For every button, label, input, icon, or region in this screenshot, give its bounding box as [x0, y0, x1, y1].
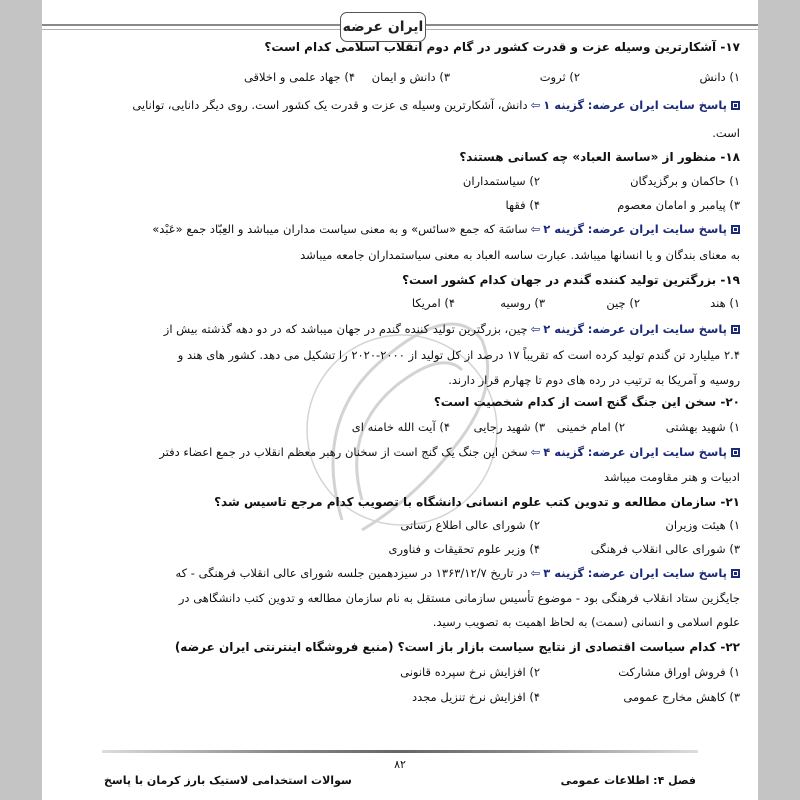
checkbox-icon: [731, 569, 740, 578]
option: ۳) پیامبر و امامان معصوم: [617, 198, 740, 212]
checkbox-icon: [731, 325, 740, 334]
option: ۳) شهید رجایی: [473, 420, 545, 434]
arrow-left-icon: ⇦: [530, 322, 541, 336]
option: ۳) کاهش مخارج عمومی: [623, 690, 740, 704]
answer-21: [60, 564, 740, 582]
option: ۴) فقها: [505, 198, 540, 212]
answer-text: سخن این جنگ یک گنج است از سخنان رهبر معظم انقلاب در جمع اعضاء دفتر: [159, 445, 528, 459]
answer-text: دانش، آشکارترین وسیله ی عزت و قدرت یک کشور است. روی دیگر دانایی، توانایی: [132, 98, 528, 112]
answer-18: [60, 220, 740, 238]
option: ۴) وزیر علوم تحقیقات و فناوری: [388, 542, 540, 556]
answer-label: پاسخ سایت ایران عرضه:: [587, 322, 727, 336]
answer-19-cont2: روسیه و آمریکا به ترتیب در رده های دوم تا چهارم قرار دارند.: [448, 373, 740, 387]
question-17-title: ۱۷- آشکارترین وسیله عزت و قدرت کشور در گام دوم انقلاب اسلامی کدام است؟: [264, 40, 740, 54]
option: ۲) افزایش نرخ سپرده قانونی: [400, 665, 540, 679]
answer-label: پاسخ سایت ایران عرضه:: [587, 222, 727, 236]
option: ۲) چین: [606, 296, 640, 310]
answer-choice: گزینه ۴: [543, 445, 585, 459]
answer-text: ساسَة که جمع «سائس» و به معنی سیاست مداران میباشد و العِبّاد جمع «عَبْد»: [152, 222, 528, 236]
answer-18-cont: به معنای بندگان و یا انسانها میباشد. عبارت ساسه العباد به معنی سیاستمداران جامعه میباشد: [300, 248, 740, 262]
answer-17: [60, 96, 740, 114]
arrow-left-icon: ⇦: [530, 222, 541, 236]
answer-label: پاسخ سایت ایران عرضه:: [587, 98, 727, 112]
answer-choice: گزینه ۲: [543, 322, 585, 336]
answer-17-cont: است.: [712, 126, 740, 140]
checkbox-icon: [731, 448, 740, 457]
footer-chapter: فصل ۴: اطلاعات عمومی: [560, 774, 696, 787]
checkbox-icon: [731, 101, 740, 110]
logo-text: ایران عرضه: [342, 19, 424, 35]
option: ۴) افزایش نرخ تنزیل مجدد: [411, 690, 540, 704]
arrow-left-icon: ⇦: [530, 98, 541, 112]
answer-choice: گزینه ۱: [543, 98, 585, 112]
option: ۱) هند: [710, 296, 740, 310]
answer-20-cont: ادبیات و هنر مقاومت میباشد: [603, 470, 740, 484]
page-number: ۸۲: [394, 758, 406, 771]
answer-label: پاسخ سایت ایران عرضه:: [587, 445, 727, 459]
option: ۳) شورای عالی انقلاب فرهنگی: [590, 542, 740, 556]
option: ۲) ثروت: [539, 70, 580, 84]
answer-19-cont1: ۲.۴ میلیارد تن گندم تولید کرده است که تقریباً ۱۷ درصد از کل تولید از ۲۰۰۰-۲۰۲۰ را تشکیل می دهد. کشور های هند و: [177, 348, 740, 362]
arrow-left-icon: ⇦: [530, 445, 541, 459]
answer-21-cont1: جایگزین ستاد انقلاب فرهنگی بود - موضوع تأسیس سازمانی مستقل به نام سازمان مطالعه و تدوین کتب دانشگاهی در: [178, 591, 740, 605]
option: ۲) سیاستمداران: [462, 174, 540, 188]
footer-book-title: سوالات استخدامی لاستیک بارز کرمان با پاسخ: [104, 774, 352, 787]
option: ۴) امریکا: [411, 296, 455, 310]
option: ۱) حاکمان و برگزیدگان: [630, 174, 740, 188]
question-19-title: ۱۹- بزرگترین تولید کننده گندم در جهان کدام کشور است؟: [402, 273, 740, 287]
answer-text: چین، بزرگترین تولید کننده گندم در جهان میباشد که در دو دهه گذشته بیش از: [163, 322, 528, 336]
option: ۱) فروش اوراق مشارکت: [618, 665, 740, 679]
answer-20: [60, 443, 740, 461]
option: ۱) هیئت وزیران: [665, 518, 740, 532]
question-22-title: ۲۲- کدام سیاست اقتصادی از نتایج سیاست بازار باز است؟ (منبع فروشگاه اینترنتی ایران عرضه): [174, 640, 740, 654]
option: ۴) آیت الله خامنه ای: [351, 420, 450, 434]
option: ۱) شهید بهشتی: [665, 420, 740, 434]
option: ۴) جهاد علمی و اخلاقی: [243, 70, 355, 84]
answer-21-cont2: علوم اسلامی و انسانی (سمت) به لحاظ اهمیت به تصویب رسید.: [432, 615, 740, 629]
answer-choice: گزینه ۳: [543, 566, 585, 580]
option: ۳) دانش و ایمان: [371, 70, 450, 84]
option: ۲) امام خمینی: [556, 420, 625, 434]
question-21-title: ۲۱- سازمان مطالعه و تدوین کتب علوم انسانی دانشگاه با تصویب کدام مرجع تاسیس شد؟: [214, 495, 740, 509]
footer-rule: [102, 750, 698, 753]
checkbox-icon: [731, 225, 740, 234]
question-20-title: ۲۰- سخن این جنگ گنج است از کدام شخصیت است؟: [433, 395, 740, 409]
answer-text: در تاریخ ۱۳۶۳/۱۲/۷ در سیزدهمین جلسه شورای عالی انقلاب فرهنگی - که: [175, 566, 528, 580]
answer-choice: گزینه ۲: [543, 222, 585, 236]
answer-19: [60, 320, 740, 338]
document-page: [42, 0, 758, 800]
arrow-left-icon: ⇦: [530, 566, 541, 580]
option: ۲) شورای عالی اطلاع رسانی: [400, 518, 540, 532]
question-18-title: ۱۸- منظور از «ساسة العباد» چه کسانی هستند؟: [459, 150, 740, 164]
answer-label: پاسخ سایت ایران عرضه:: [587, 566, 727, 580]
option: ۱) دانش: [699, 70, 740, 84]
option: ۳) روسیه: [500, 296, 545, 310]
